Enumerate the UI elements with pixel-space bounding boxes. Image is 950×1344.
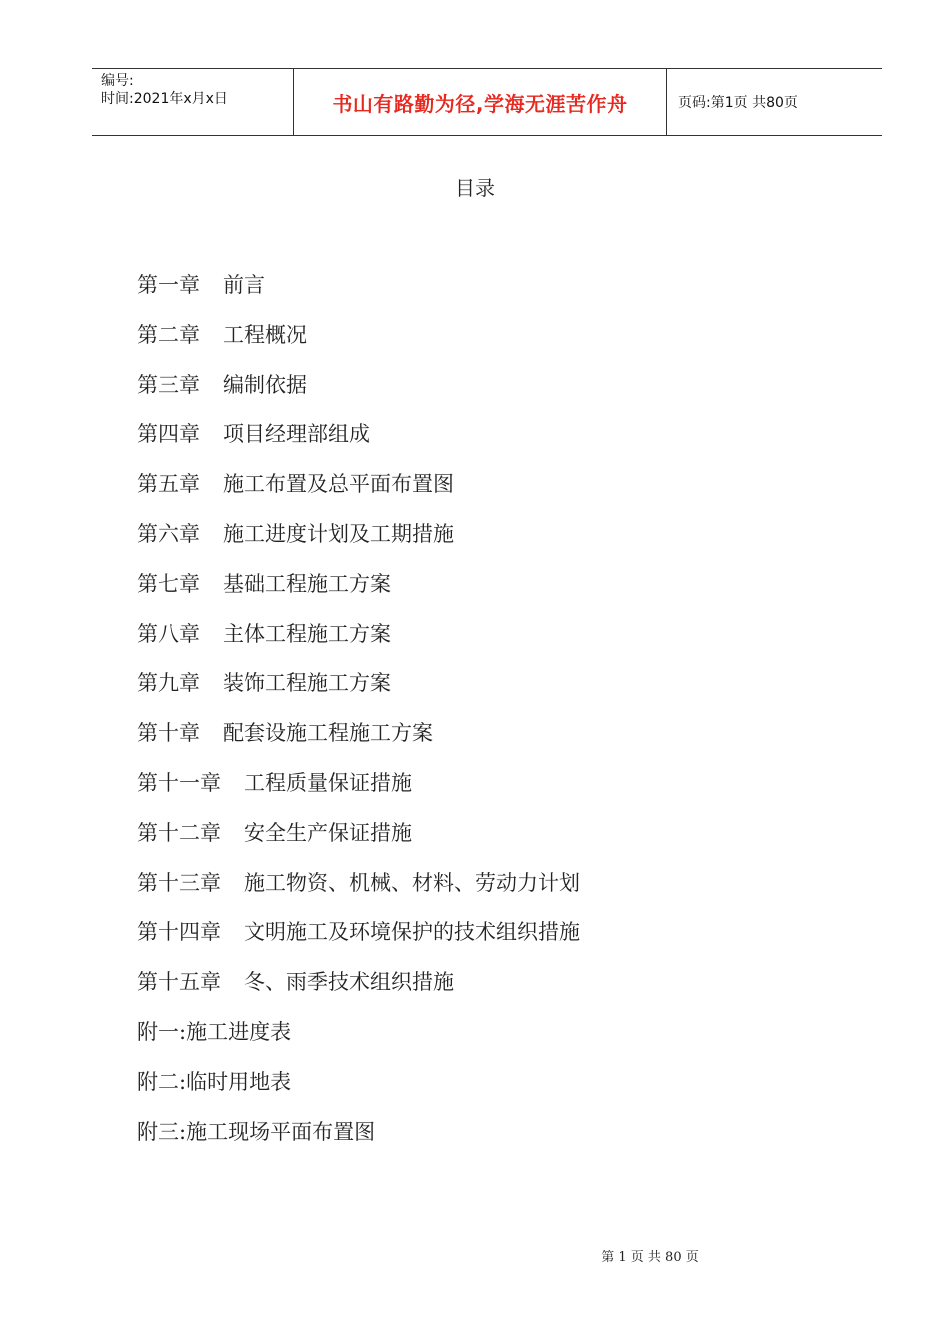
toc-item-number: 第十三章 [137, 870, 221, 895]
toc-item-title: 文明施工及环境保护的技术组织措施 [244, 920, 580, 945]
toc-item [137, 766, 837, 816]
toc-item [137, 517, 837, 567]
toc-item-title: 工程概况 [223, 322, 307, 347]
toc-item-number: 第五章 [137, 472, 200, 497]
toc-item [137, 318, 837, 368]
toc-item-title: 项目经理部组成 [223, 422, 370, 447]
toc-item-number: 第一章 [137, 273, 200, 297]
toc-item [137, 666, 837, 716]
toc-item-title: 基础工程施工方案 [223, 571, 391, 596]
toc-item-title: 施工进度表 [186, 1019, 292, 1044]
header-page-label: 页码:第1页 共80页 [678, 95, 798, 111]
toc-item-title: 施工现场平面布置图 [186, 1119, 376, 1144]
toc-item-number: 第十五章 [137, 970, 221, 995]
toc-item-number: 附二: [137, 1069, 187, 1094]
toc-item [137, 567, 837, 617]
table-of-contents [137, 268, 837, 1164]
toc-item [137, 467, 837, 517]
toc-item-title: 主体工程施工方案 [223, 621, 391, 646]
toc-item [137, 1115, 837, 1165]
toc-item [137, 816, 837, 866]
toc-item-title: 编制依据 [223, 372, 307, 397]
toc-item-number: 第十章 [137, 721, 200, 746]
time-label: 时间:2021年x月x日 [101, 91, 228, 107]
toc-item-number: 第三章 [137, 372, 200, 397]
toc-item-number: 第七章 [137, 571, 200, 596]
toc-item-number: 附三: [137, 1119, 187, 1144]
toc-item-number: 第十四章 [137, 920, 221, 945]
header-motto-cell [294, 69, 667, 135]
serial-number-label: 编号: [101, 73, 134, 89]
toc-item [137, 1015, 837, 1065]
header-page-cell [667, 69, 882, 135]
toc-item [137, 368, 837, 418]
page-title: 目录 [455, 176, 495, 200]
toc-item [137, 417, 837, 467]
toc-item-title: 临时用地表 [186, 1069, 292, 1094]
toc-item [137, 965, 837, 1015]
page-footer: 第 1 页 共 80 页 [601, 1250, 699, 1265]
toc-item-number: 第八章 [137, 621, 200, 646]
toc-item-number: 第二章 [137, 322, 200, 347]
toc-item-number: 第四章 [137, 422, 200, 447]
toc-item-number: 第十二章 [137, 820, 221, 845]
toc-item [137, 1065, 837, 1115]
toc-item-title: 施工布置及总平面布置图 [223, 472, 454, 497]
document-header [92, 68, 882, 136]
toc-item-title: 前言 [223, 273, 265, 297]
toc-item-number: 附一: [137, 1019, 187, 1044]
toc-item-title: 装饰工程施工方案 [223, 671, 391, 696]
toc-item-title: 施工物资、机械、材料、劳动力计划 [244, 870, 580, 895]
toc-item-title: 安全生产保证措施 [244, 820, 412, 845]
toc-item [137, 866, 837, 916]
toc-item [137, 617, 837, 667]
toc-item-title: 冬、雨季技术组织措施 [244, 970, 454, 995]
toc-item [137, 268, 837, 318]
toc-item-title: 施工进度计划及工期措施 [223, 521, 454, 546]
toc-item-number: 第六章 [137, 521, 200, 546]
toc-item [137, 716, 837, 766]
toc-item-title: 工程质量保证措施 [244, 770, 412, 795]
toc-item-title: 配套设施工程施工方案 [223, 721, 433, 746]
toc-item-number: 第九章 [137, 671, 200, 696]
motto-text: 书山有路勤为径,学海无涯苦作舟 [332, 91, 628, 116]
header-meta-cell [92, 69, 294, 135]
toc-item [137, 915, 837, 965]
toc-item-number: 第十一章 [137, 770, 221, 795]
